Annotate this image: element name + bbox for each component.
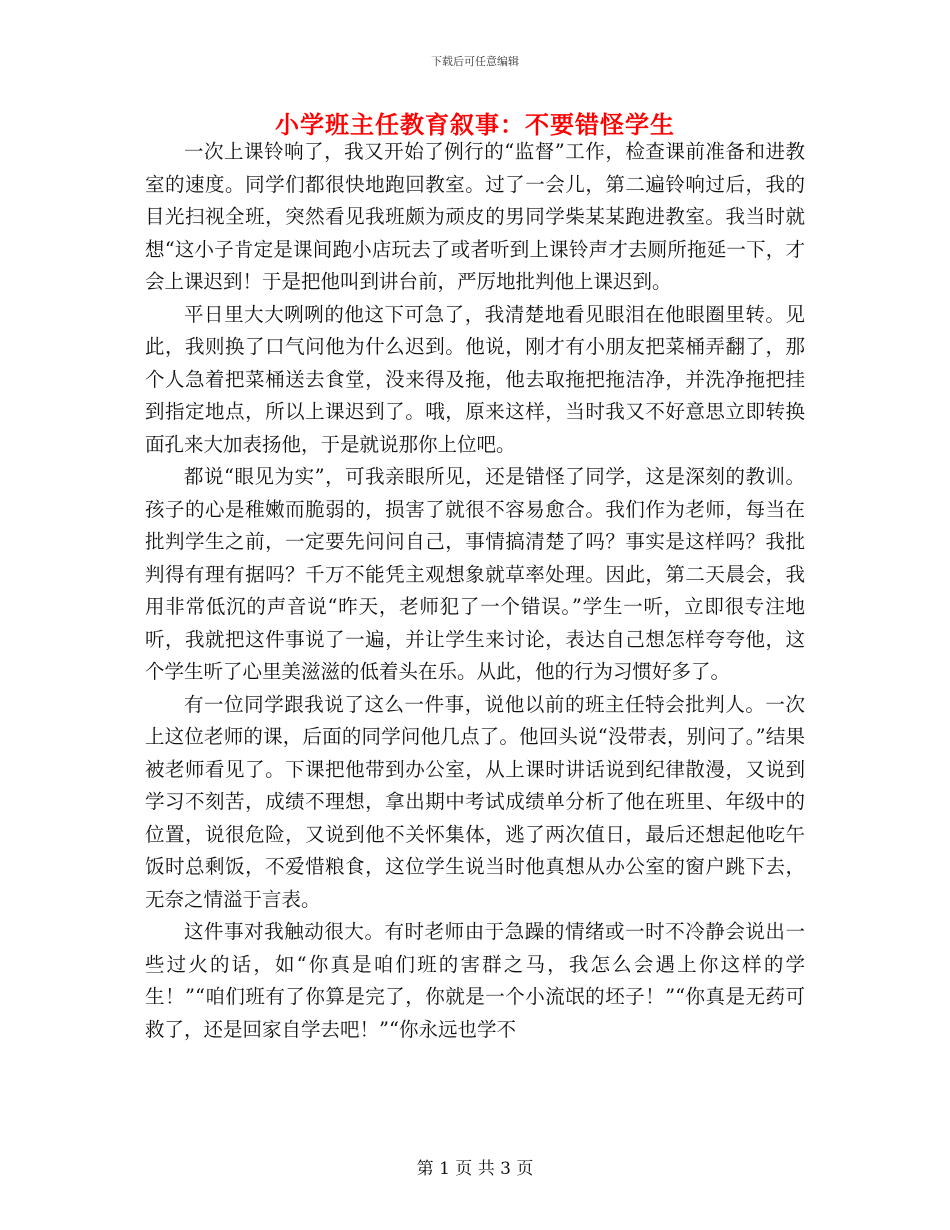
header-note: 下载后可任意编辑 [431,55,519,68]
paragraph-4: 有一位同学跟我说了这么一件事，说他以前的班主任特会批判人。一次上这位老师的课，后面的同学问他几点了。他回头说“没带表，别问了。”结果被老师看见了。下课把他带到办公室，从上课时讲话说到纪律散漫，又说到学习不刻苦，成绩不理想，拿出期中考试成绩单分析了他在班里、年级中的位置，说很危险，又说到他不关怀集体，逃了两次值日，最后还想起他吃午饭时总剩饭，不爱惜粮食，这位学生说当时他真想从办公室的窗户跳下去，无奈之情溢于言表。 [145,692,805,911]
paragraph-2: 平日里大大咧咧的他这下可急了，我清楚地看见眼泪在他眼圈里转。见此，我则换了口气问他为什么迟到。他说，刚才有小朋友把菜桶弄翻了，那个人急着把菜桶送去食堂，没来得及拖，他去取拖把拖洁净，并洗净拖把挂到指定地点，所以上课迟到了。哦，原来这样，当时我又不好意思立即转换面孔来大加表扬他，于是就说那你上位吧。 [145,302,805,456]
paragraph-3: 都说“眼见为实”，可我亲眼所见，还是错怪了同学，这是深刻的教训。孩子的心是稚嫩而脆弱的，损害了就很不容易愈合。我们作为老师，每当在批判学生之前，一定要先问问自己，事情搞清楚了吗？事实是这样吗？我批判得有理有据吗？千万不能凭主观想象就草率处理。因此，第二天晨会，我用非常低沉的声音说“昨天，老师犯了一个错误。”学生一听，立即很专注地听，我就把这件事说了一遍，并让学生来讨论，表达自己想怎样夸夸他，这个学生听了心里美滋滋的低着头在乐。从此，他的行为习惯好多了。 [145,465,805,683]
paragraph-5: 这件事对我触动很大。有时老师由于急躁的情绪或一时不冷静会说出一些过火的话，如“你真是咱们班的害群之马，我怎么会遇上你这样的学生！”“咱们班有了你算是完了，你就是一个小流氓的坯子！”“你真是无药可救了，还是回家自学去吧！”“你永远也学不 [145,920,805,1041]
page-number-footer: 第 1 页 共 3 页 [416,1159,534,1179]
document-title: 小学班主任教育叙事：不要错怪学生 [275,110,675,139]
document-body [145,136,805,1046]
paragraph-1: 一次上课铃响了，我又开始了例行的“监督”工作，检查课前准备和进教室的速度。同学们都很快地跑回教室。过了一会儿，第二遍铃响过后，我的目光扫视全班，突然看见我班颇为顽皮的男同学柴某某跑进教室。我当时就想“这小子肯定是课间跑小店玩去了或者听到上课铃声才去厕所拖延一下，才会上课迟到！于是把他叫到讲台前，严厉地批判他上课迟到。 [145,140,805,293]
